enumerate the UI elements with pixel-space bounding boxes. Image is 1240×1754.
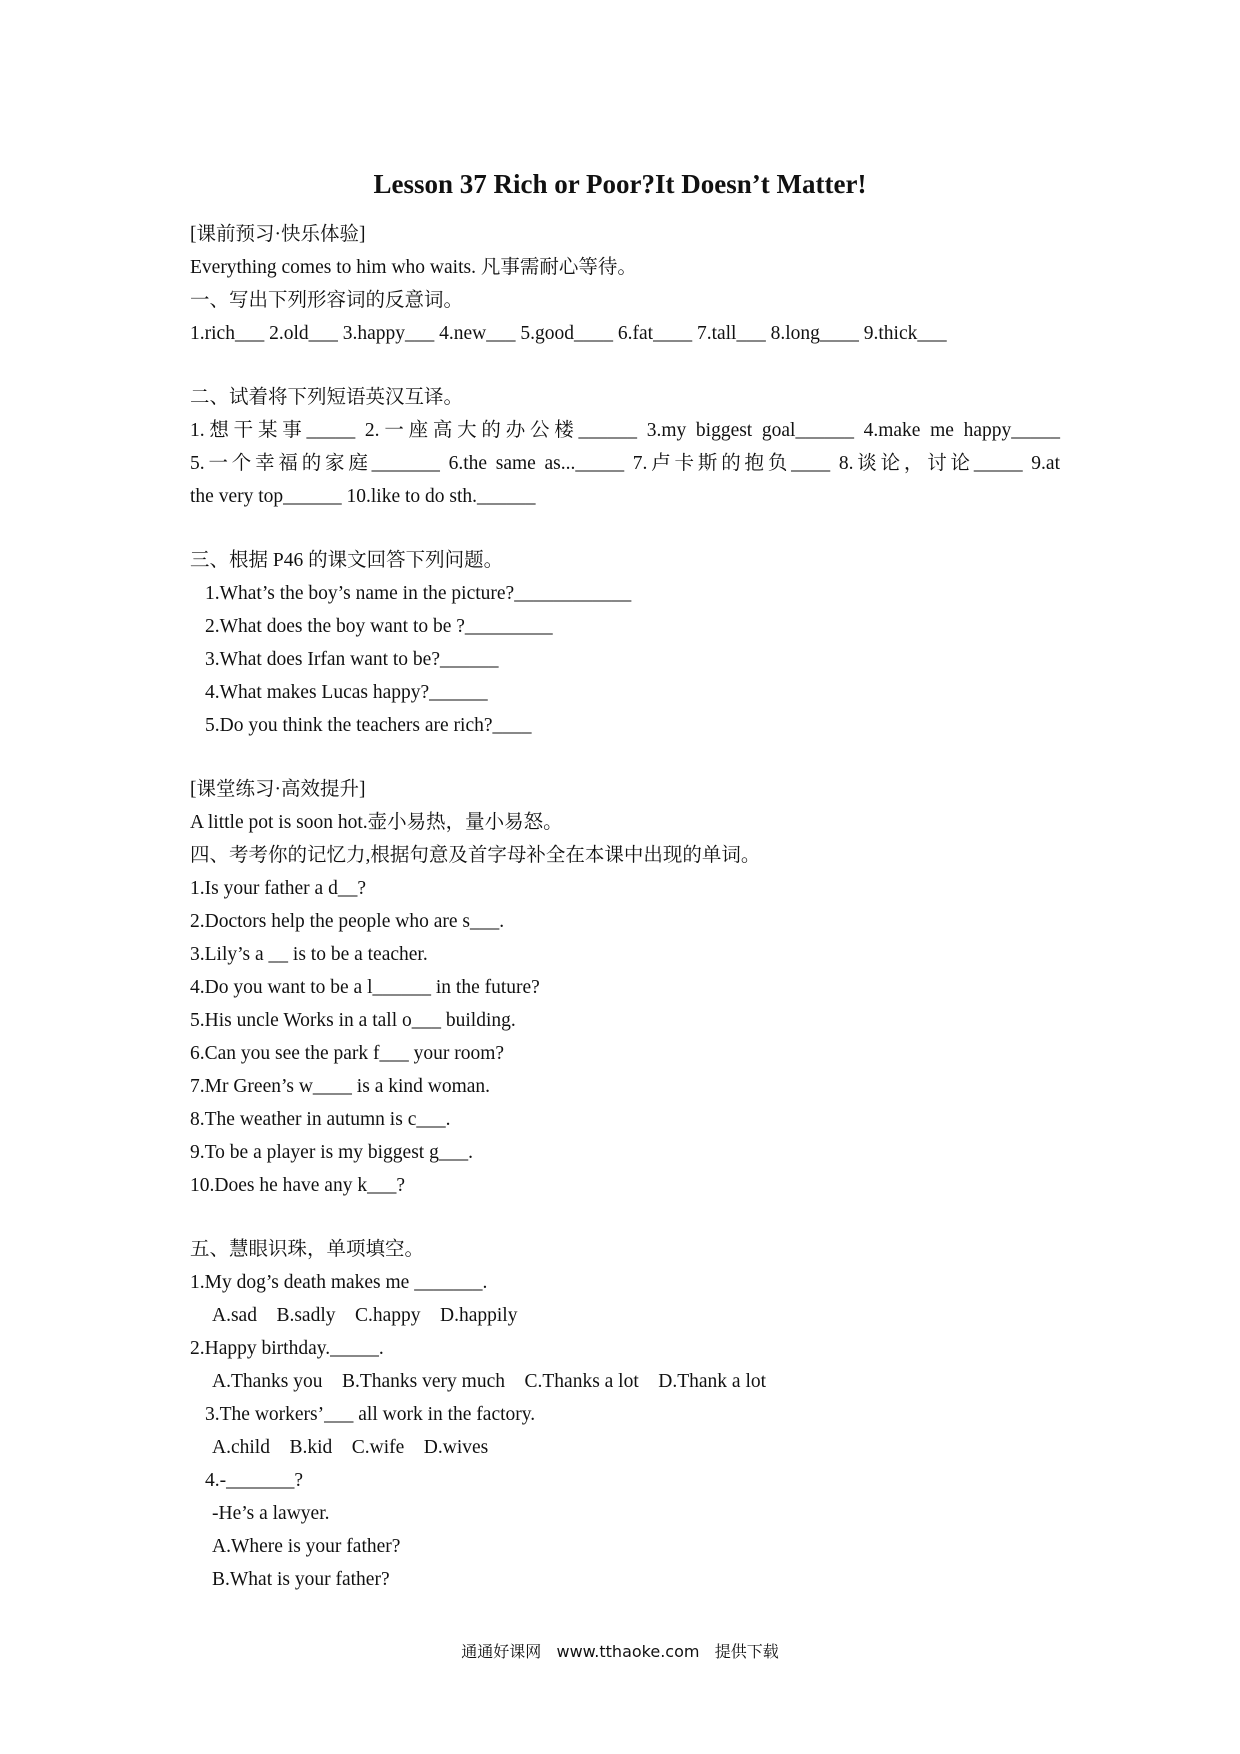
section4-item-6: 6.Can you see the park f___ your room? (190, 1043, 505, 1064)
section4-item-7: 7.Mr Green’s w____ is a kind woman. (190, 1076, 491, 1097)
section3-question-5: 5.Do you think the teachers are rich?____ (205, 715, 532, 736)
section4-item-9: 9.To be a player is my biggest g___. (190, 1142, 473, 1163)
page-title: Lesson 37 Rich or Poor?It Doesn’t Matter! (373, 169, 867, 199)
pre-class-header: [课前预习·快乐体验] (190, 224, 366, 245)
section2-heading: 二、试着将下列短语英汉互译。 (190, 387, 464, 408)
spacer (190, 350, 1060, 381)
section5-question-4: 4.-_______? (205, 1470, 304, 1491)
section2-line-3: the very top______ 10.like to do sth.______ (190, 486, 536, 507)
section5-question-4-option-b: B.What is your father? (212, 1569, 390, 1590)
section5-question-4-answer: -He’s a lawyer. (212, 1503, 330, 1524)
section5-question-2: 2.Happy birthday._____. (190, 1338, 384, 1359)
in-class-proverb: A little pot is soon hot.壶小易热，量小易怒。 (190, 812, 563, 833)
section5-question-3: 3.The workers’___ all work in the factory. (205, 1404, 536, 1425)
section4-item-10: 10.Does he have any k___? (190, 1175, 405, 1196)
section2-line-2: 5.一个幸福的家庭_______ 6.the same as..._____ 7.卢卡斯的抱负____ 8.谈论，讨论_____ 9.at (190, 453, 1060, 474)
spacer (190, 742, 1060, 773)
section4-item-4: 4.Do you want to be a l______ in the future? (190, 977, 540, 998)
section4-item-3: 3.Lily’s a __ is to be a teacher. (190, 944, 428, 965)
spacer (190, 513, 1060, 544)
section1-heading: 一、写出下列形容词的反意词。 (190, 290, 464, 311)
section2-line-1: 1.想干某事_____ 2.一座高大的办公楼______ 3.my biggest goal______ 4.make me happy_____ (190, 420, 1060, 441)
section5-question-1-options: A.sad B.sadly C.happy D.happily (212, 1305, 518, 1326)
section3-question-4: 4.What makes Lucas happy?______ (205, 682, 488, 703)
worksheet-content (190, 218, 1060, 1596)
pre-class-proverb: Everything comes to him who waits. 凡事需耐心等待。 (190, 257, 637, 278)
footer-credit: 通通好课网 www.tthaoke.com 提供下载 (461, 1642, 779, 1661)
in-class-header: [课堂练习·高效提升] (190, 779, 366, 800)
section4-item-5: 5.His uncle Works in a tall o___ building. (190, 1010, 516, 1031)
section5-heading: 五、慧眼识珠，单项填空。 (190, 1239, 425, 1260)
section1-items: 1.rich___ 2.old___ 3.happy___ 4.new___ 5.good____ 6.fat____ 7.tall___ 8.long____ 9.thick___ (190, 323, 947, 344)
section4-item-1: 1.Is your father a d__? (190, 878, 366, 899)
spacer (190, 1202, 1060, 1233)
section3-heading: 三、根据 P46 的课文回答下列问题。 (190, 550, 504, 571)
section5-question-3-options: A.child B.kid C.wife D.wives (212, 1437, 489, 1458)
section4-item-2: 2.Doctors help the people who are s___. (190, 911, 505, 932)
section4-item-8: 8.The weather in autumn is c___. (190, 1109, 451, 1130)
section3-question-1: 1.What’s the boy’s name in the picture?____________ (205, 583, 632, 604)
section3-question-2: 2.What does the boy want to be ?_________ (205, 616, 553, 637)
section5-question-4-option-a: A.Where is your father? (212, 1536, 401, 1557)
section3-question-3: 3.What does Irfan want to be?______ (205, 649, 499, 670)
section5-question-1: 1.My dog’s death makes me _______. (190, 1272, 488, 1293)
section4-heading: 四、考考你的记忆力,根据句意及首字母补全在本课中出现的单词。 (190, 845, 761, 866)
section5-question-2-options: A.Thanks you B.Thanks very much C.Thanks a lot D.Thank a lot (212, 1371, 767, 1392)
